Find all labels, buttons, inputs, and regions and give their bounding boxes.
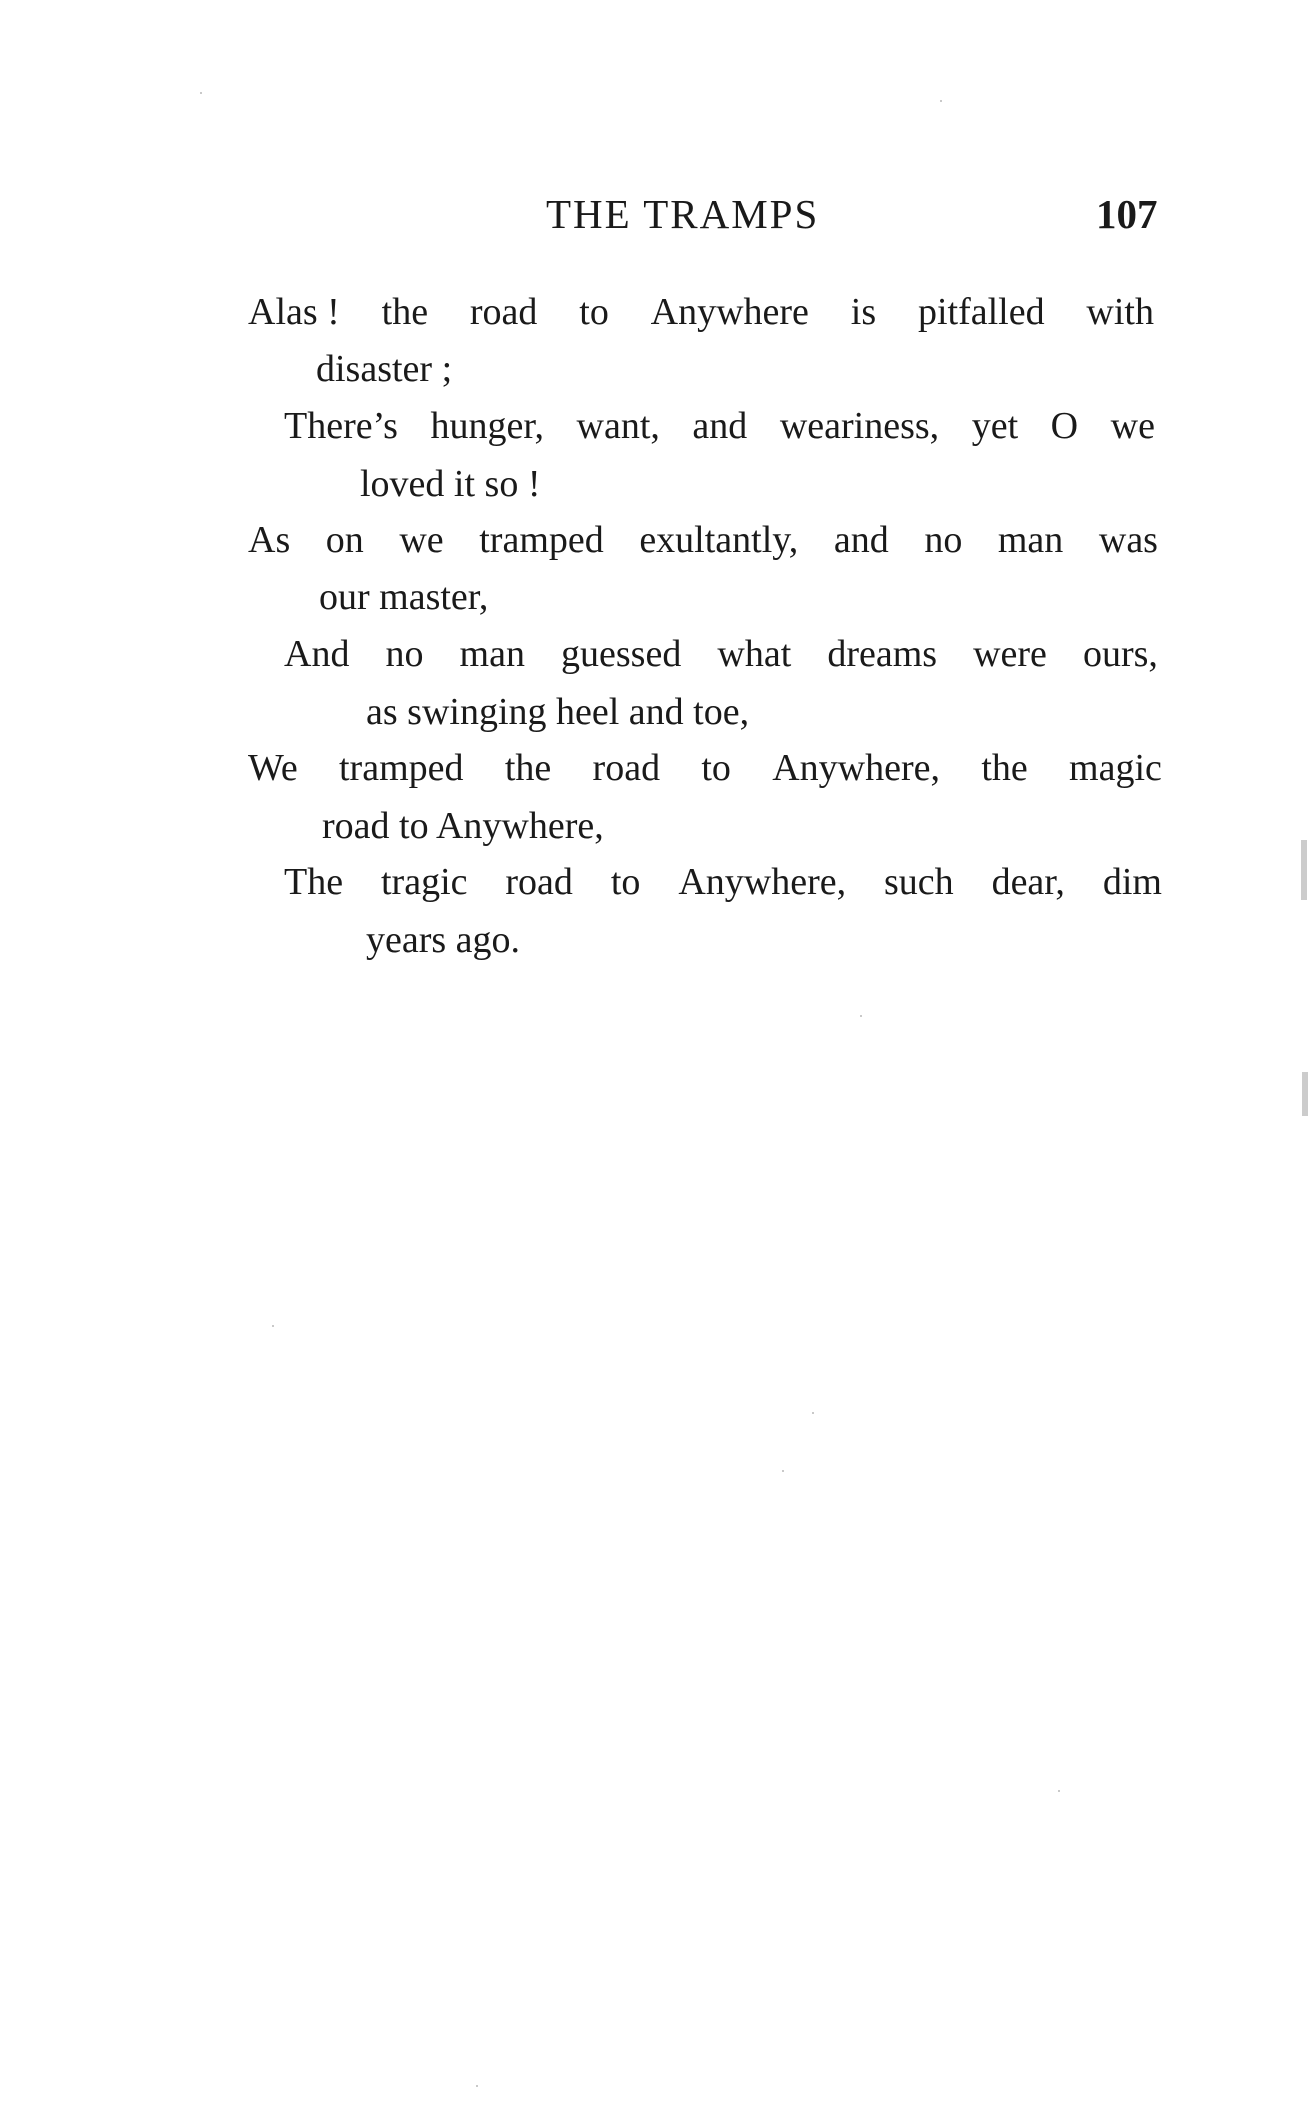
poem-word: exultantly, — [639, 519, 799, 561]
paper-speck — [1058, 1790, 1060, 1792]
poem-line — [284, 635, 1158, 673]
poem-word: the — [981, 747, 1028, 789]
poem-line — [284, 863, 1162, 901]
poem-word: was — [1098, 519, 1158, 561]
poem-word: the — [504, 747, 552, 789]
poem-word: tramped — [339, 747, 464, 789]
poem-word: weariness, — [779, 405, 940, 447]
paper-speck — [860, 1015, 862, 1017]
poem-word: And — [284, 633, 350, 675]
poem-word: Anywhere — [650, 291, 809, 333]
poem-word: Alas ! — [248, 291, 340, 333]
poem-word: man — [459, 633, 525, 675]
poem-word: road — [469, 291, 538, 333]
poem-line-continuation: road to Anywhere, — [322, 805, 604, 847]
poem-word: dear, — [991, 861, 1065, 903]
poem-word: Anywhere, — [678, 861, 847, 903]
scan-edge-mark — [1302, 1072, 1308, 1116]
paper-speck — [782, 1470, 784, 1472]
poem-word: no — [385, 633, 424, 675]
poem-word: we — [399, 519, 444, 561]
paper-speck — [200, 92, 202, 94]
poem-line — [248, 749, 1162, 787]
poem-word: ours, — [1082, 633, 1158, 675]
poem-word: and — [833, 519, 889, 561]
scan-edge-mark — [1301, 840, 1307, 900]
poem-word: dim — [1102, 861, 1162, 903]
poem-word: As — [248, 519, 291, 561]
poem-word: to — [579, 291, 609, 333]
poem-line — [248, 293, 1154, 331]
poem-line — [248, 521, 1158, 559]
poem-word: with — [1086, 291, 1154, 333]
poem-word: what — [717, 633, 792, 675]
poem-line-continuation: disaster ; — [316, 348, 453, 390]
paper-speck — [476, 2085, 478, 2087]
paper-speck — [812, 1412, 814, 1414]
paper-speck — [940, 100, 942, 102]
poem-word: is — [850, 291, 877, 333]
page-number: 107 — [1096, 191, 1158, 237]
poem-word: O — [1050, 405, 1079, 447]
poem-word: Anywhere, — [772, 747, 941, 789]
poem-word: we — [1110, 405, 1155, 447]
poem-line — [284, 407, 1155, 445]
poem-line-continuation: as swinging heel and toe, — [366, 691, 750, 733]
poem-word: magic — [1069, 747, 1162, 789]
poem-line-continuation: our master, — [319, 576, 489, 618]
poem-word: yet — [971, 405, 1019, 447]
poem-word: There’s — [284, 405, 398, 447]
poem-word: tragic — [380, 861, 468, 903]
poem-word: The — [284, 861, 344, 903]
poem-word: to — [701, 747, 731, 789]
poem-word: man — [997, 519, 1064, 561]
poem-word: to — [610, 861, 641, 903]
poem-line-continuation: loved it so ! — [360, 463, 541, 505]
poem-word: guessed — [561, 633, 682, 675]
poem-word: hunger, — [430, 405, 544, 447]
poem-word: such — [884, 861, 954, 903]
poem-word: and — [692, 405, 748, 447]
poem-word: no — [924, 519, 963, 561]
paper-speck — [272, 1325, 274, 1327]
poem-word: tramped — [479, 519, 604, 561]
poem-word: dreams — [827, 633, 938, 675]
poem-line-continuation: years ago. — [366, 919, 521, 961]
poem-word: road — [592, 747, 661, 789]
poem-word: were — [973, 633, 1047, 675]
poem-word: We — [248, 747, 298, 789]
poem-word: on — [325, 519, 364, 561]
poem-word: road — [505, 861, 573, 903]
running-title: THE TRAMPS — [546, 191, 820, 237]
poem-word: the — [381, 291, 429, 333]
poem-word: want, — [576, 405, 660, 447]
poem-word: pitfalled — [917, 291, 1045, 333]
